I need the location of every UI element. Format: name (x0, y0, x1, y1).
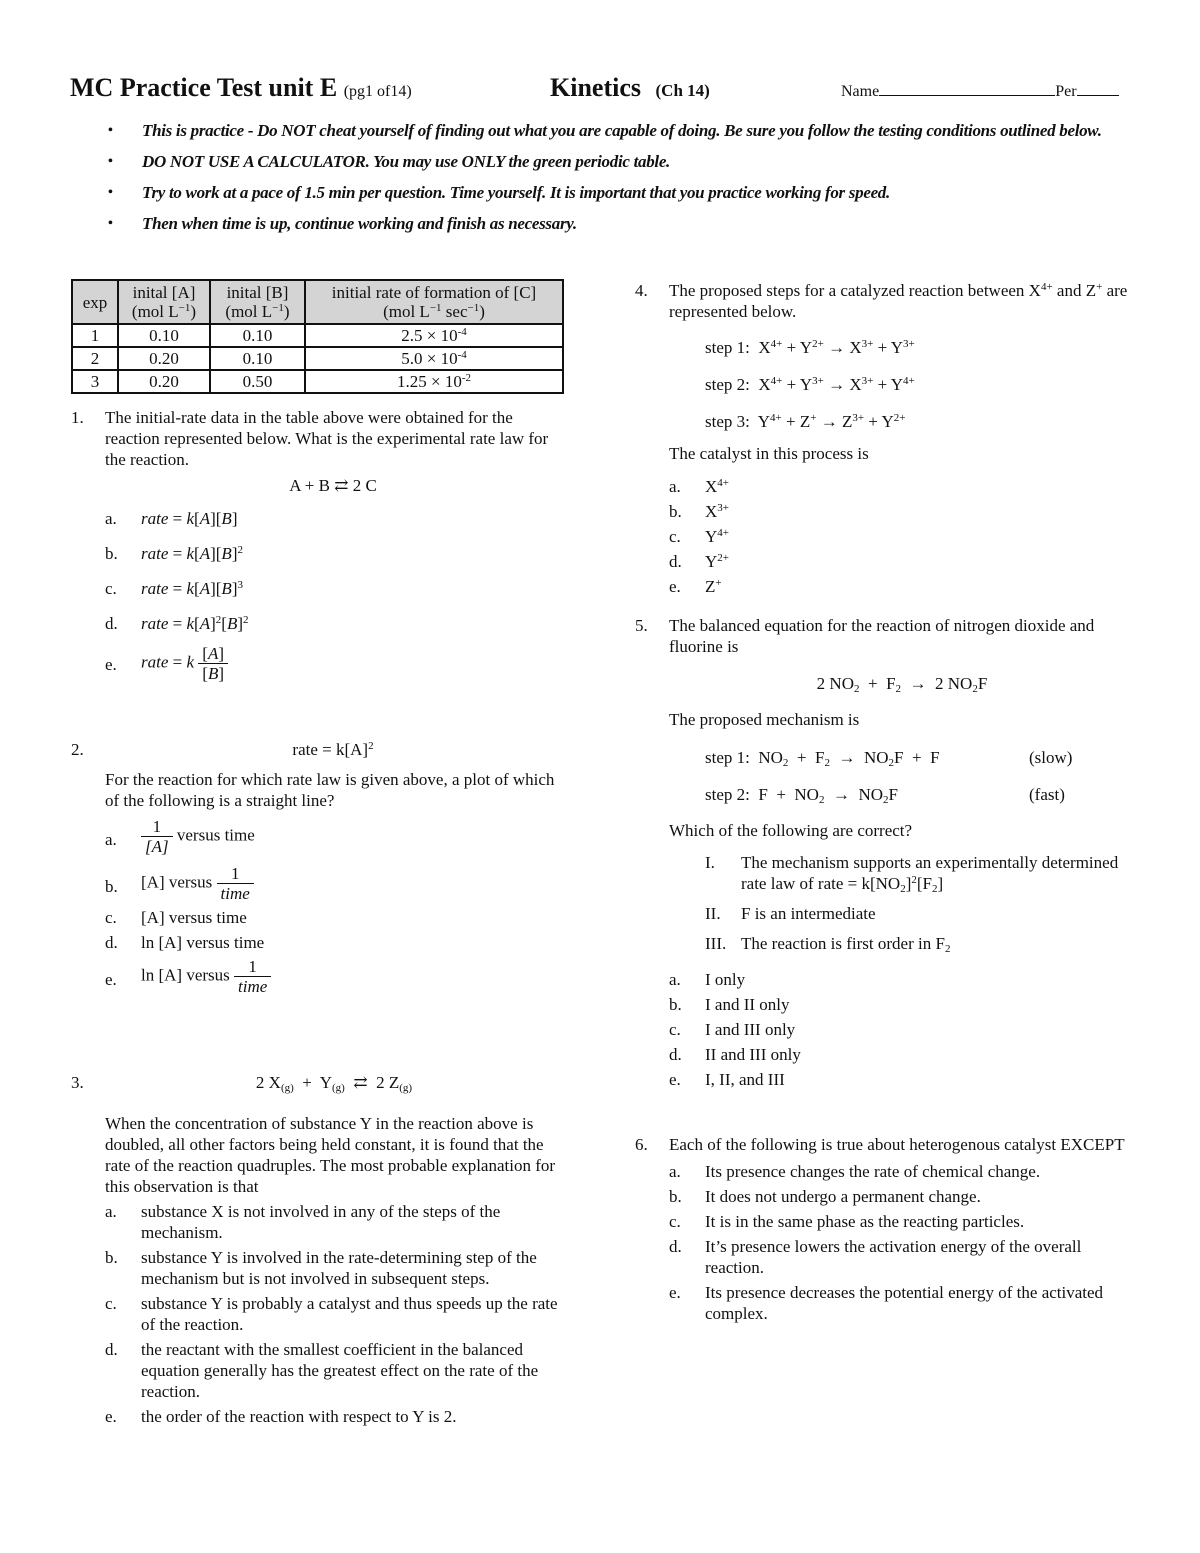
answer-option[interactable]: a. $\frac{1}{[A]}$ versus time (105, 817, 255, 856)
statement-item: III. The reaction is first order in $F_2$ (705, 934, 951, 955)
answer-option[interactable]: a. I only (669, 970, 746, 989)
answer-option[interactable]: c. rate = $k[A][B]^3$ (105, 579, 243, 598)
name-field[interactable]: Name Per (841, 80, 1119, 102)
mechanism-step: step 3: $Y^{4+} + Z^+ \to Z^{3+} + Y^{2+}$ (705, 412, 906, 431)
reaction-equation: 2 $X_{(g)} + Y_{(g)}$ ⇄ 2 $Z_{(g)}$ (255, 1073, 413, 1094)
answer-option[interactable]: d. the reactant with the smallest coefficient in the balanced equation generally has the greatest effect on the rate of the reaction. (105, 1340, 539, 1401)
mechanism-step: step 1: $NO_2 + F_2 \to NO_2F + F$ (slow) (705, 748, 1073, 769)
statement-item: II. F is an intermediate (705, 904, 876, 923)
answer-option[interactable]: d. $Y^{2+}$ (669, 552, 729, 571)
table-header: inital [A] (mol $L^{-1}$) (118, 280, 210, 324)
reaction-equation: 2 $NO_2 + F_2 \to 2$ $NO_2F$ (816, 674, 988, 695)
answer-option[interactable]: e. I, II, and III (669, 1070, 785, 1089)
mechanism-step: step 2: $F + NO_2 \to NO_2F$ (fast) (705, 785, 1065, 806)
answer-option[interactable]: c. I and III only (669, 1020, 796, 1039)
question-text: The proposed steps for a catalyzed reaction between $X^{4+}$ and Z+ are represented below. (669, 281, 1128, 321)
mechanism-step: step 1: $X^{4+} + Y^{2+} \to X^{3+} + Y^{3+}$ (705, 338, 915, 357)
question-3: 3. 2 $X_{(g)} + Y_{(g)}$ ⇄ 2 $Z_{(g)}$ When the concentration of substance Y in the reaction above is doubled, all other factors being held constant, it is found that the rate of the reaction quadruples. The most probable explanation for this observation is that a. substance X is not involved in any of the steps of the mechanism. b. substance Y is involved in the rate-determining step of the mechanism but is not involved in subsequent steps. c. substance Y is probably a catalyst and thus speeds up the rate of the reaction. d. the reactant with the smallest coefficient in the balanced equation generally has the greatest effect on the rate of the reaction. e. the order of the reaction with respect to Y is 2. (71, 1072, 563, 1427)
mechanism-label: The proposed mechanism is (669, 710, 860, 729)
answer-option[interactable]: e. rate = k $\frac{[A]}{[B]}$ (105, 644, 561, 683)
per-blank[interactable] (1077, 80, 1119, 96)
answer-option[interactable]: e. the order of the reaction with respect to Y is 2. (105, 1407, 457, 1426)
answer-option[interactable]: d. ln [A] versus time (105, 933, 265, 952)
answer-option[interactable]: b. [A] versus $\frac{1}{\text{time}}$ (105, 864, 561, 903)
question-1: 1. The initial-rate data in the table above were obtained for the reaction represented below. What is the experimental rate law for the reaction. A + B ⇄ 2 C a. rate = k[A][B] b. rate = $k[A][B]^2$ c. rate = $k[A][B]^3$ d. rate = $k[A]^2[B]^2$ e. rate = k $\frac{[A]}{[B]}$ (71, 407, 561, 683)
answer-option[interactable]: c. substance Y is probably a catalyst and thus speeds up the rate of the reaction. (105, 1294, 558, 1334)
page-number: (pg1 of14) (343, 83, 412, 100)
subject-title: Kinetics (Ch 14) (550, 73, 710, 102)
answer-option[interactable]: e. Its presence decreases the potential energy of the activated complex. (669, 1283, 1104, 1323)
table-header: inital [B] (mol $L^{-1}$) (210, 280, 305, 324)
answer-option[interactable]: e. Z+ (669, 577, 722, 596)
page-title: MC Practice Test unit E (pg1 of14) (70, 73, 412, 102)
question-text: For the reaction for which rate law is given above, a plot of which of the following is a straight line? (105, 770, 555, 810)
question-2: 2. rate = $k[A]^2$ For the reaction for which rate law is given above, a plot of which of the following is a straight line? a. $\frac{1}{[A]}$ versus time b. [A] versus $\frac{1}{\text{time}}$ c. [A] versus time d. ln [A] versus time e. ln [A] versus $\frac{1}{\text{time}}$ (71, 739, 561, 996)
answer-option[interactable]: d. II and III only (669, 1045, 801, 1064)
rate-data-table (71, 279, 564, 394)
answer-option[interactable]: a. $X^{4+}$ (669, 477, 729, 496)
instruction-item: • Then when time is up, continue working and finish as necessary. (104, 213, 1104, 235)
question-text: Each of the following is true about heterogenous catalyst EXCEPT (669, 1135, 1125, 1154)
answer-option[interactable]: a. Its presence changes the rate of chemical change. (669, 1162, 1041, 1181)
table-row: 3 0.20 0.50 $1.25 \times 10^{-2}$ (72, 370, 563, 393)
answer-option[interactable]: b. rate = $k[A][B]^2$ (105, 544, 243, 563)
question-prompt: The catalyst in this process is (669, 444, 869, 463)
answer-option[interactable]: b. It does not undergo a permanent change. (669, 1187, 981, 1206)
answer-option[interactable]: a. substance X is not involved in any of the steps of the mechanism. (105, 1202, 501, 1242)
answer-option[interactable]: d. It’s presence lowers the activation energy of the overall reaction. (669, 1237, 1082, 1277)
answer-option[interactable]: b. substance Y is involved in the rate-determining step of the mechanism but is not involved in subsequent steps. (105, 1248, 537, 1288)
reaction-equation: A + B ⇄ 2 C (289, 476, 377, 495)
answer-option[interactable]: d. rate = $k[A]^2[B]^2$ (105, 614, 249, 633)
answer-option[interactable]: e. ln [A] versus $\frac{1}{\text{time}}$ (105, 957, 561, 996)
rate-law: rate = $k[A]^2$ (292, 740, 374, 759)
answer-option[interactable]: c. $Y^{4+}$ (669, 527, 729, 546)
answer-option[interactable]: b. I and II only (669, 995, 790, 1014)
table-header: exp (72, 280, 118, 324)
question-text: When the concentration of substance Y in the reaction above is doubled, all other factors being held constant, it is found that the rate of the reaction quadruples. The most probable explanation for this observation is that (105, 1114, 556, 1196)
question-6: 6. Each of the following is true about heterogenous catalyst EXCEPT a. Its presence changes the rate of chemical change. b. It does not undergo a permanent change. c. It is in the same phase as the reacting particles. d. It’s presence lowers the activation energy of the overall reaction. e. Its presence decreases the potential energy of the activated complex. (635, 1134, 1135, 1324)
chapter-label: (Ch 14) (655, 81, 710, 100)
statement-item: I. The mechanism supports an experimentally determined rate law of rate = $k[NO_2]^2[F_2]$ (705, 853, 1119, 895)
question-text: The initial-rate data in the table above were obtained for the reaction represented below. What is the experimental rate law for the reaction. (105, 408, 549, 469)
table-row: 2 0.20 0.10 $5.0 \times 10^{-4}$ (72, 347, 563, 370)
instructions-list (104, 120, 1104, 244)
answer-option[interactable]: b. $X^{3+}$ (669, 502, 729, 521)
instruction-item: • Try to work at a pace of 1.5 min per question. Time yourself. It is important that you practice working for speed. (104, 182, 1104, 204)
instruction-item: • This is practice - Do NOT cheat yourself of finding out what you are capable of doing. Be sure you follow the testing conditions outlined below. (104, 120, 1104, 142)
table-header-row (72, 280, 563, 324)
question-4: 4. The proposed steps for a catalyzed reaction between $X^{4+}$ and Z+ are represented below. step 1: $X^{4+} + Y^{2+} \to X^{3+} + Y^{3+}$ step 2: $X^{4+} + Y^{3+} \to X^{3+} + Y^{4+}$ step 3: $Y^{4+} + Z^+ \to Z^{3+} + Y^{2+}$ The catalyst in this process is a. $X^{4+}$ b. $X^{3+}$ c. $Y^{4+}$ d. $Y^{2+}$ e. Z+ (635, 280, 1135, 597)
answer-option[interactable]: c. [A] versus time (105, 908, 247, 927)
table-row: 1 0.10 0.10 $2.5 \times 10^{-4}$ (72, 324, 563, 347)
question-prompt: Which of the following are correct? (669, 821, 913, 840)
mechanism-step: step 2: $X^{4+} + Y^{3+} \to X^{3+} + Y^{4+}$ (705, 375, 915, 394)
question-text: The balanced equation for the reaction of nitrogen dioxide and fluorine is (669, 616, 1095, 656)
answer-option[interactable]: a. rate = k[A][B] (105, 509, 238, 528)
name-blank[interactable] (879, 80, 1055, 96)
table-header: initial rate of formation of [C] (mol $L^{-1}$ $\sec^{-1}$) (305, 280, 563, 324)
answer-option[interactable]: c. It is in the same phase as the reacting particles. (669, 1212, 1025, 1231)
question-5: 5. The balanced equation for the reaction of nitrogen dioxide and fluorine is 2 $NO_2 + F_2 \to 2$ $NO_2F$ The proposed mechanism is step 1: $NO_2 + F_2 \to NO_2F + F$ (slow) step 2: $F + NO_2 \to NO_2F$ (fast) Which of the following are correct? I. The mechanism supports an experimentally determined rate law of rate = $k[NO_2]^2[F_2]$ II. F is an intermediate III. The reaction is first order in $F_2$ a. I only b. I and II only c. I and III only d. II and III only e. I, II, and III (635, 615, 1135, 1090)
instruction-item: • DO NOT USE A CALCULATOR. You may use ONLY the green periodic table. (104, 151, 1104, 173)
